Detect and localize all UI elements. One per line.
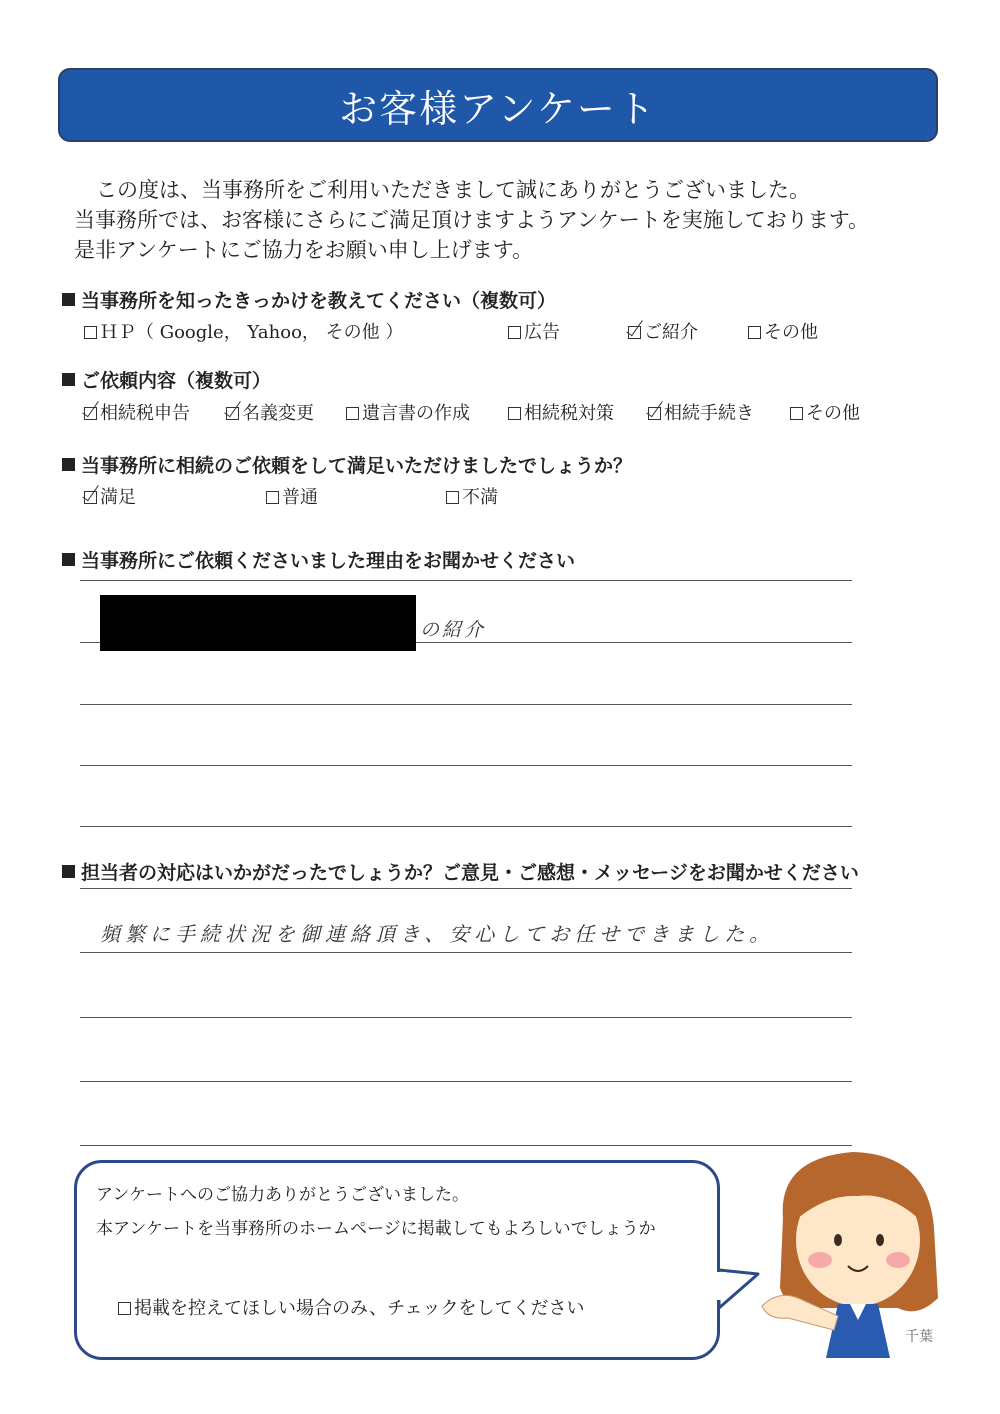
q3-option-neutral[interactable]	[266, 483, 318, 509]
q3-option-dissatisfied[interactable]	[446, 483, 498, 509]
checkbox-icon[interactable]	[508, 326, 521, 339]
option-label: ご紹介	[644, 322, 698, 343]
staff-name: 千葉	[905, 1329, 933, 1345]
question-5-heading	[62, 858, 859, 885]
checkbox-icon[interactable]	[790, 407, 803, 420]
page-title: お客様アンケート	[339, 86, 657, 131]
checkbox-icon[interactable]	[446, 491, 459, 504]
checkbox-icon[interactable]	[118, 1302, 131, 1315]
q1-option-hp[interactable]	[84, 318, 403, 344]
title-banner	[58, 68, 938, 142]
bullet-square-icon	[62, 458, 75, 471]
option-label: ＨＰ（ Google， Yahoo， その他 ）	[100, 322, 404, 343]
answer-line	[80, 1081, 852, 1082]
intro-text	[74, 175, 869, 265]
closing-thanks: アンケートへのご協力ありがとうございました。	[96, 1185, 469, 1205]
option-label: 不満	[462, 487, 498, 508]
checkbox-icon[interactable]	[346, 407, 359, 420]
option-label: 掲載を控えてほしい場合のみ、チェックをしてください	[134, 1298, 585, 1319]
question-2-heading	[62, 366, 271, 393]
answer-line	[80, 826, 852, 827]
intro-line: この度は、当事務所をご利用いただきまして誠にありがとうございました。	[96, 178, 810, 202]
checkbox-icon[interactable]	[508, 407, 521, 420]
bullet-square-icon	[62, 865, 75, 878]
q3-option-satisfied[interactable]	[84, 483, 136, 509]
publish-optout-option[interactable]	[118, 1294, 585, 1320]
redacted-block	[100, 595, 416, 651]
answer-line	[80, 1145, 852, 1146]
question-4-label: 当事務所にご依頼くださいました理由をお聞かせください	[81, 550, 576, 572]
q2-option-tax-planning[interactable]	[508, 399, 614, 425]
option-label: 相続税対策	[524, 403, 614, 424]
checkbox-icon[interactable]	[266, 491, 279, 504]
handwritten-answer-5: 頻繁に手続状況を御連絡頂き、安心してお任せできました。	[100, 922, 775, 946]
option-label: 広告	[524, 322, 560, 343]
q2-option-tax-return[interactable]	[84, 399, 190, 425]
option-label: 相続税申告	[100, 403, 190, 424]
handwritten-answer-4: の紹介	[420, 619, 487, 641]
q2-option-name-change[interactable]	[226, 399, 314, 425]
answer-line	[80, 888, 852, 889]
q2-option-procedures[interactable]	[648, 399, 754, 425]
q1-option-referral[interactable]	[628, 318, 698, 344]
q2-option-will[interactable]	[346, 399, 470, 425]
intro-line: 当事務所では、お客様にさらにご満足頂けますようアンケートを実施しております。	[74, 208, 870, 232]
question-3-label: 当事務所に相続のご依頼をして満足いただけましたでしょうか？	[81, 455, 633, 477]
option-label: 満足	[100, 487, 136, 508]
question-4-heading	[62, 546, 575, 573]
question-2-label: ご依頼内容（複数可）	[81, 370, 272, 392]
q2-option-other[interactable]	[790, 399, 860, 425]
question-1-label: 当事務所を知ったきっかけを教えてください（複数可）	[81, 290, 557, 312]
option-label: 名義変更	[242, 403, 314, 424]
checked-checkbox-icon[interactable]	[628, 326, 641, 339]
checkbox-icon[interactable]	[748, 326, 761, 339]
bullet-square-icon	[62, 293, 75, 306]
question-5-label: 担当者の対応はいかがだったでしょうか？ご意見・ご感想・メッセージをお聞かせください	[81, 862, 859, 884]
bullet-square-icon	[62, 373, 75, 386]
option-label: 相続手続き	[664, 403, 754, 424]
option-label: その他	[764, 322, 818, 343]
checked-checkbox-icon[interactable]	[648, 407, 661, 420]
question-1-heading	[62, 286, 556, 313]
option-label: 遺言書の作成	[362, 403, 470, 424]
option-label: 普通	[282, 487, 318, 508]
checkbox-icon[interactable]	[84, 326, 97, 339]
checked-checkbox-icon[interactable]	[84, 407, 97, 420]
answer-line	[80, 952, 852, 953]
answer-line	[80, 704, 852, 705]
bullet-square-icon	[62, 553, 75, 566]
q1-option-ad[interactable]	[508, 318, 560, 344]
question-3-heading	[62, 451, 632, 478]
intro-line: 是非アンケートにご協力をお願い申し上げます。	[74, 238, 534, 262]
answer-line	[80, 580, 852, 581]
closing-question: 本アンケートを当事務所のホームページに掲載してもよろしいでしょうか	[96, 1219, 656, 1239]
q1-option-other[interactable]	[748, 318, 818, 344]
bubble-tail-mask	[716, 1266, 726, 1306]
answer-line	[80, 1017, 852, 1018]
option-label: その他	[806, 403, 860, 424]
checked-checkbox-icon[interactable]	[84, 491, 97, 504]
checked-checkbox-icon[interactable]	[226, 407, 239, 420]
answer-line	[80, 765, 852, 766]
